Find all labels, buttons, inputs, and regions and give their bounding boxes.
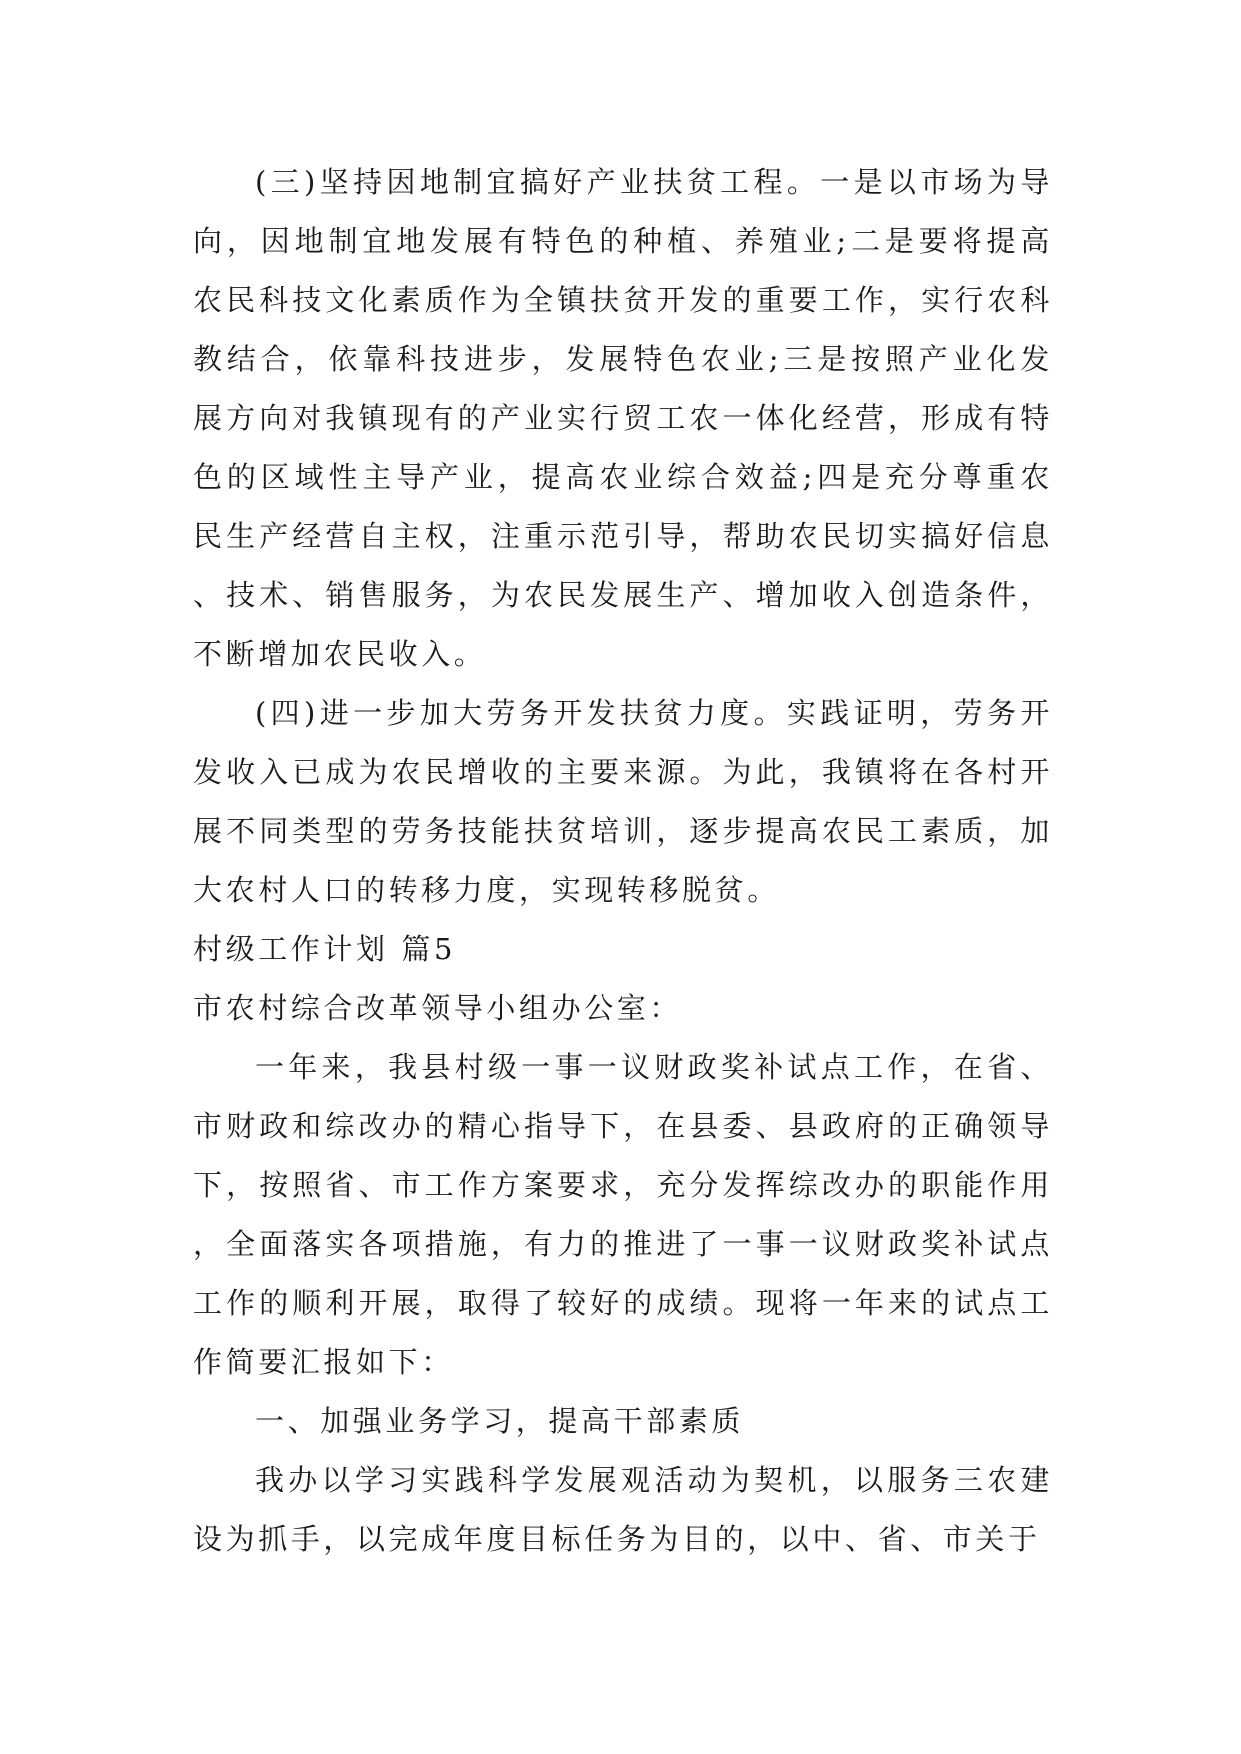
paragraph-industry-poverty-alleviation: (三)坚持因地制宜搞好产业扶贫工程。一是以市场为导向，因地制宜地发展有特色的种植、养殖业;二是要将提高农民科技文化素质作为全镇扶贫开发的重要工作，实行农科教结合，依靠科技进步，发展特色农业;三是按照产业化发展方向对我镇现有的产业实行贸工农一体化经营，形成有特色的区域性主导产业，提高农业综合效益;四是充分尊重农民生产经营自主权，注重示范引导，帮助农民切实搞好信息、技术、销售服务，为农民发展生产、增加收入创造条件，不断增加农民收入。 <box>193 165 1053 671</box>
salutation: 市农村综合改革领导小组办公室： <box>193 991 683 1025</box>
paragraph-report-intro: 一年来，我县村级一事一议财政奖补试点工作，在省、市财政和综改办的精心指导下，在县委、县政府的正确领导下，按照省、市工作方案要求，充分发挥综改办的职能作用，全面落实各项措施，有力的推进了一事一议财政奖补试点工作的顺利开展，取得了较好的成绩。现将一年来的试点工作简要汇报如下： <box>193 1050 1053 1379</box>
section-heading: 村级工作计划 篇5 <box>193 932 457 966</box>
subheading-business-study: 一、加强业务学习，提高干部素质 <box>255 1404 745 1438</box>
paragraph-study-practice: 我办以学习实践科学发展观活动为契机，以服务三农建设为抓手，以完成年度目标任务为目的，以中、省、市关于 <box>193 1463 1053 1556</box>
document-body <box>193 153 1053 1569</box>
paragraph-labor-development: (四)进一步加大劳务开发扶贫力度。实践证明，劳务开发收入已成为农民增收的主要来源。为此，我镇将在各村开展不同类型的劳务技能扶贫培训，逐步提高农民工素质，加大农村人口的转移力度，实现转移脱贫。 <box>193 696 1053 907</box>
